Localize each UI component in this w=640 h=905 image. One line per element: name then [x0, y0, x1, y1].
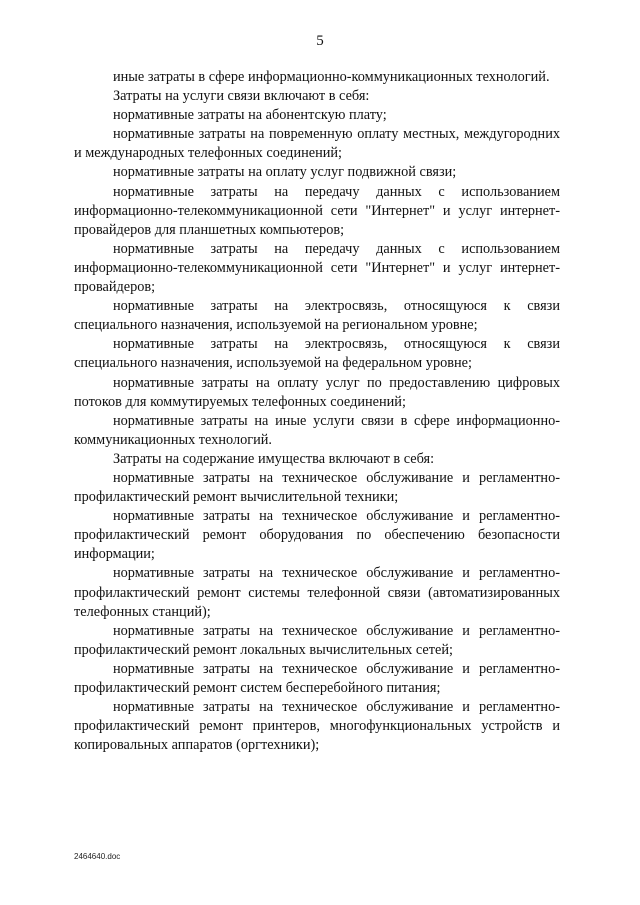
- paragraph: нормативные затраты на техническое обслуживание и регламентно-профилактический ремонт системы телефонной связи (автоматизированных телефонных станций);: [74, 565, 560, 620]
- paragraph: иные затраты в сфере информационно-коммуникационных технологий.: [113, 69, 550, 85]
- paragraph: Затраты на содержание имущества включают в себя:: [113, 450, 435, 467]
- paragraph: нормативные затраты на электросвязь, относящуюся к связи специального назначения, используемой на федеральном уровне;: [74, 336, 560, 372]
- document-file-reference: 2464640.doc: [74, 852, 121, 861]
- paragraph: нормативные затраты на абонентскую плату;: [113, 107, 387, 124]
- paragraph: нормативные затраты на передачу данных с использованием информационно-телекоммуникационной сети "Интернет" и услуг интернет-провайдеров;: [74, 240, 560, 296]
- paragraph: Затраты на услуги связи включают в себя:: [113, 88, 370, 105]
- paragraph: нормативные затраты на передачу данных с использованием информационно-телекоммуникационной сети "Интернет" и услуг интернет-провайдеров для планшетных компьютеров;: [74, 183, 560, 238]
- document-body: [74, 68, 560, 755]
- paragraph: нормативные затраты на техническое обслуживание и регламентно-профилактический ремонт систем бесперебойного питания;: [74, 660, 560, 696]
- paragraph: нормативные затраты на электросвязь, относящуюся к связи специального назначения, используемой на региональном уровне;: [74, 298, 560, 334]
- paragraph: нормативные затраты на техническое обслуживание и регламентно-профилактический ремонт локальных вычислительных сетей;: [74, 622, 560, 658]
- paragraph: нормативные затраты на техническое обслуживание и регламентно-профилактический ремонт оборудования по обеспечению безопасности информации;: [74, 508, 560, 563]
- paragraph: нормативные затраты на техническое обслуживание и регламентно-профилактический ремонт вычислительной техники;: [74, 469, 560, 506]
- page-number: 5: [316, 33, 324, 49]
- paragraph: нормативные затраты на оплату услуг по предоставлению цифровых потоков для коммутируемых телефонных соединений;: [74, 374, 560, 410]
- paragraph: нормативные затраты на повременную оплату местных, междугородних и международных телефонных соединений;: [74, 126, 560, 162]
- paragraph: нормативные затраты на техническое обслуживание и регламентно-профилактический ремонт принтеров, многофункциональных устройств и копировальных аппаратов (оргтехники);: [74, 699, 560, 754]
- paragraph: нормативные затраты на иные услуги связи в сфере информационно-коммуникационных технологий.: [74, 412, 560, 448]
- paragraph: нормативные затраты на оплату услуг подвижной связи;: [113, 164, 457, 181]
